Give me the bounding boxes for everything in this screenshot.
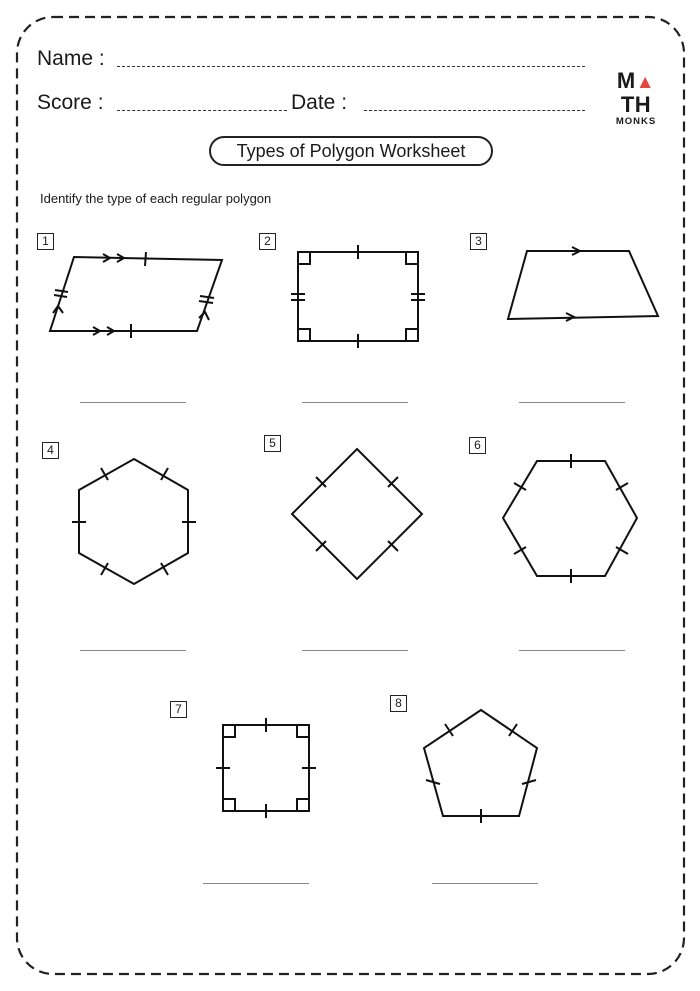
problem-number-3: 3 [470, 233, 487, 250]
name-label: Name : [37, 47, 105, 70]
answer-line-7[interactable] [203, 883, 309, 884]
rhombus-figure [292, 449, 422, 579]
logo-subtitle: MONKS [615, 116, 657, 127]
logo-letters-th: TH [620, 92, 652, 117]
answer-line-1[interactable] [80, 402, 186, 403]
answer-line-3[interactable] [519, 402, 625, 403]
answer-line-4[interactable] [80, 650, 186, 651]
square-figure [216, 718, 316, 818]
worksheet-title: Types of Polygon Worksheet [209, 136, 493, 166]
logo-triangle-icon: ▲ [635, 72, 656, 93]
trapezoid-figure [508, 247, 658, 321]
rectangle-figure [291, 245, 425, 348]
logo-letter-m: M [616, 68, 636, 93]
hexagon-figure-6 [503, 454, 637, 583]
problem-number-4: 4 [42, 442, 59, 459]
answer-line-2[interactable] [302, 402, 408, 403]
problem-number-5: 5 [264, 435, 281, 452]
parallelogram-figure [50, 252, 222, 338]
answer-line-6[interactable] [519, 650, 625, 651]
answer-line-5[interactable] [302, 650, 408, 651]
problem-number-8: 8 [390, 695, 407, 712]
problem-number-6: 6 [469, 437, 486, 454]
problem-number-1: 1 [37, 233, 54, 250]
answer-line-8[interactable] [432, 883, 538, 884]
problem-number-2: 2 [259, 233, 276, 250]
instructions: Identify the type of each regular polygon [40, 191, 272, 206]
date-label: Date : [291, 91, 348, 114]
score-label: Score : [37, 91, 104, 114]
problem-number-7: 7 [170, 701, 187, 718]
hexagon-figure-4 [72, 459, 196, 584]
pentagon-figure [424, 710, 537, 823]
